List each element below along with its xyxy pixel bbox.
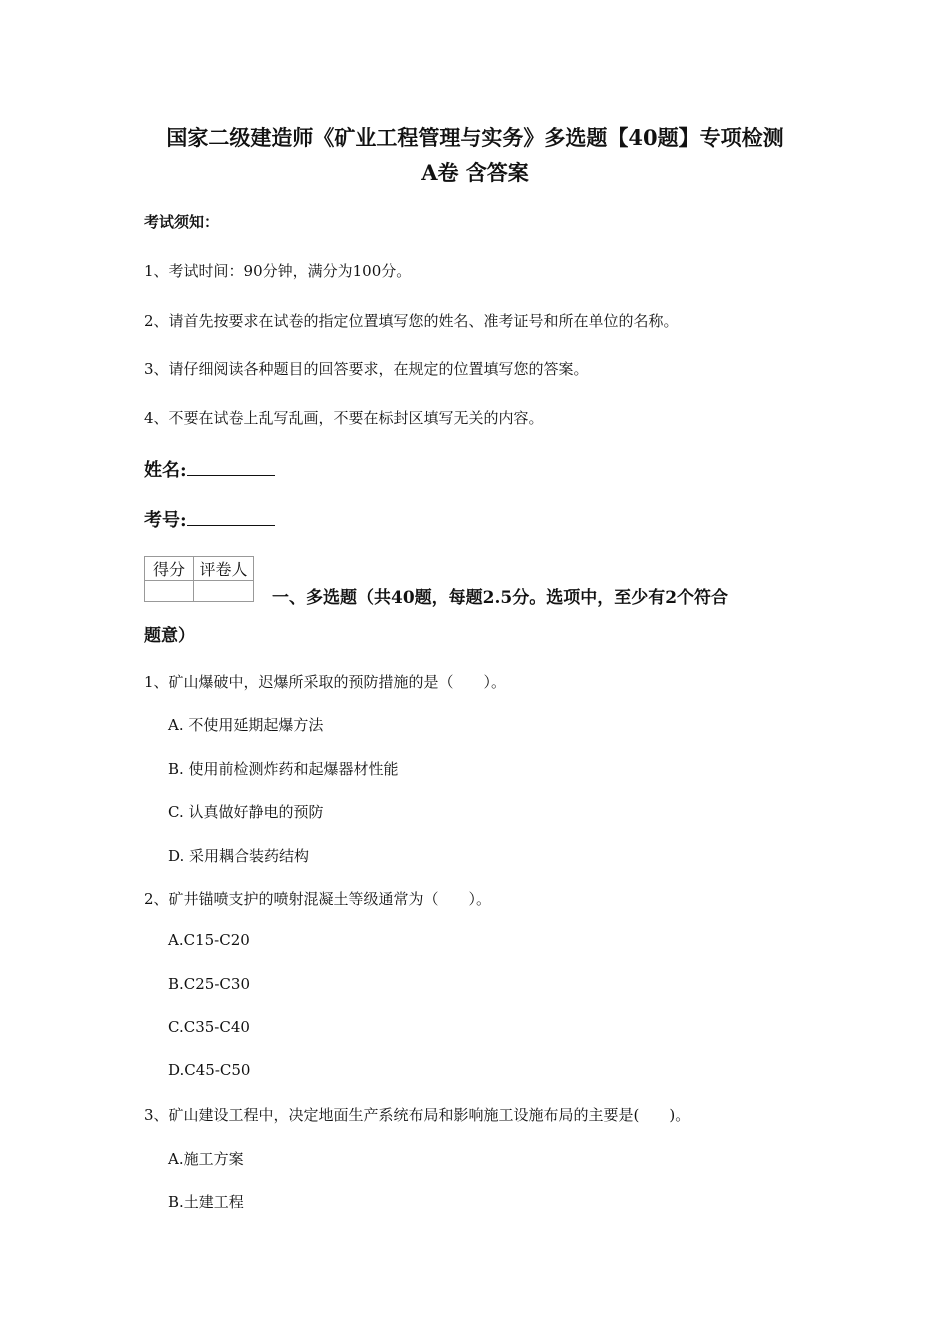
notice-heading: 考试须知： <box>144 213 220 231</box>
notice-item: 1、考试时间：90分钟，满分为100分。 <box>144 262 412 280</box>
grader-cell[interactable] <box>194 581 254 602</box>
notice-item: 4、不要在试卷上乱写乱画，不要在标封区填写无关的内容。 <box>144 409 544 427</box>
grader-header: 评卷人 <box>194 557 254 581</box>
document-title-line2: A卷 含答案 <box>421 160 529 185</box>
score-table <box>144 556 254 602</box>
id-label: 考号: <box>144 510 187 531</box>
option-a: A. 不使用延期起爆方法 <box>168 716 324 734</box>
question-stem: 3、矿山建设工程中，决定地面生产系统布局和影响施工设施布局的主要是( )。 <box>144 1106 691 1124</box>
section-heading: 一、多选题（共40题，每题2.5分。选项中，至少有2个符合 <box>272 588 729 608</box>
option-c: C.C35-C40 <box>168 1018 250 1036</box>
name-label: 姓名: <box>144 460 187 481</box>
id-field[interactable] <box>144 506 275 532</box>
question-stem: 1、矿山爆破中，迟爆所采取的预防措施的是（ ）。 <box>144 673 507 691</box>
option-b: B.土建工程 <box>168 1193 244 1211</box>
option-c: C. 认真做好静电的预防 <box>168 803 324 821</box>
id-blank[interactable] <box>187 508 275 526</box>
name-blank[interactable] <box>187 458 275 476</box>
document-title-line1: 国家二级建造师《矿业工程管理与实务》多选题【40题】专项检测 <box>166 125 784 150</box>
section-heading-cont: 题意） <box>144 626 195 646</box>
name-field[interactable] <box>144 456 275 482</box>
notice-item: 3、请仔细阅读各种题目的回答要求，在规定的位置填写您的答案。 <box>144 360 589 378</box>
score-cell[interactable] <box>145 581 194 602</box>
option-d: D. 采用耦合装药结构 <box>168 847 310 865</box>
option-a: A.C15-C20 <box>168 931 250 949</box>
score-header: 得分 <box>145 557 194 581</box>
option-a: A.施工方案 <box>168 1150 244 1168</box>
question-stem: 2、矿井锚喷支护的喷射混凝土等级通常为（ ）。 <box>144 890 492 908</box>
notice-item: 2、请首先按要求在试卷的指定位置填写您的姓名、准考证号和所在单位的名称。 <box>144 312 679 330</box>
option-d: D.C45-C50 <box>168 1061 251 1079</box>
option-b: B.C25-C30 <box>168 975 250 993</box>
option-b: B. 使用前检测炸药和起爆器材性能 <box>168 760 399 778</box>
